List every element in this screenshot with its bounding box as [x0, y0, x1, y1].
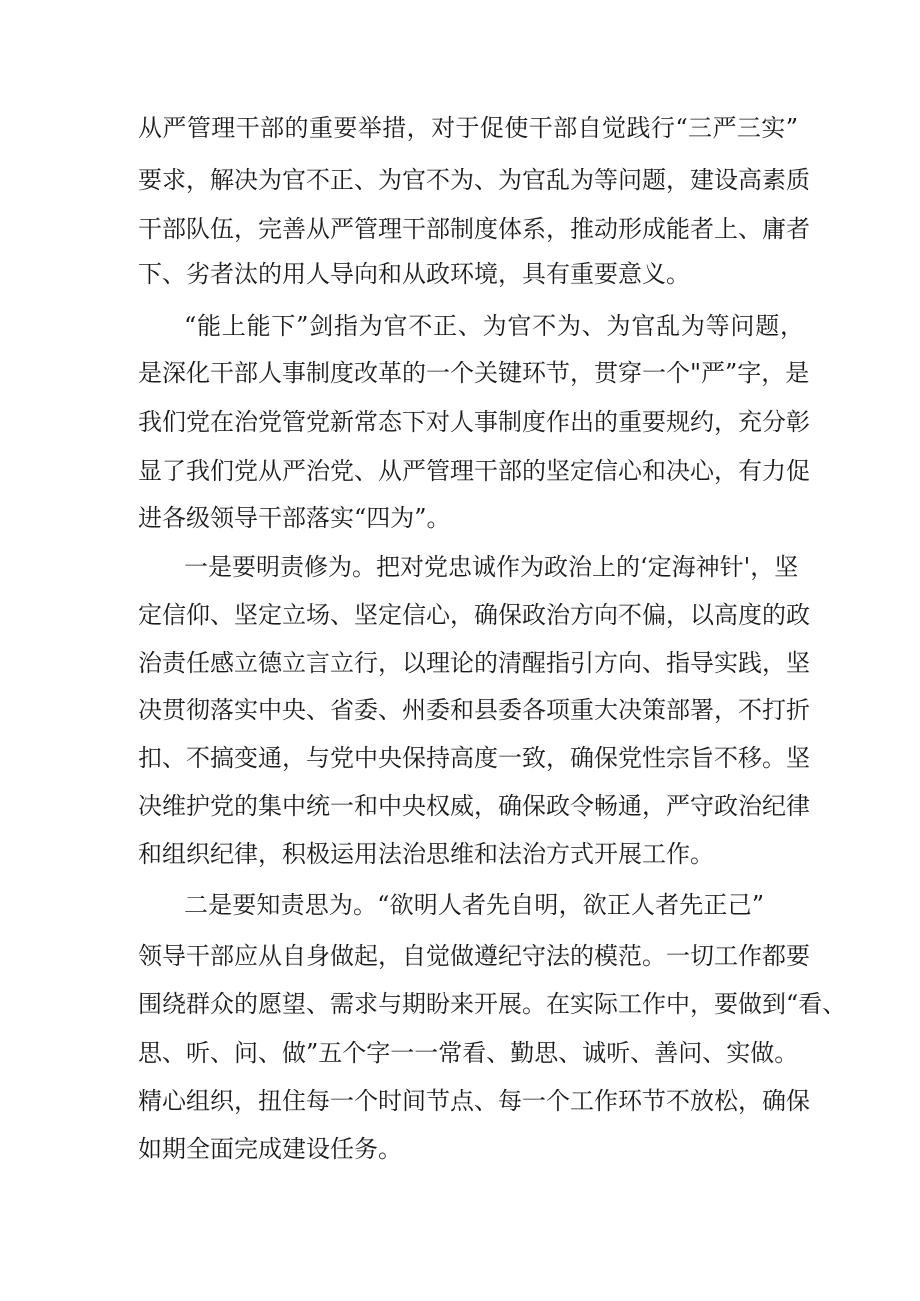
paragraph-line: 干部队伍，完善从严管理干部制度体系，推动形成能者上、庸者 [138, 215, 810, 243]
paragraph-line: 一是要明责修为。把对党忠诚作为政治上的‘定海神针'，坚 [184, 553, 799, 581]
paragraph-line: 是深化干部人事制度改革的一个关键环节，贯穿一个"严”字，是 [138, 359, 810, 387]
paragraph-line: 决贯彻落实中央、省委、州委和县委各项重大决策部署，不打折 [138, 696, 810, 724]
paragraph-line: 显了我们党从严治党、从严管理干部的坚定信心和决心，有力促 [138, 457, 810, 485]
paragraph-line: 扣、不搞变通，与党中央保持高度一致，确保党性宗旨不移。坚 [138, 744, 810, 772]
paragraph-line: 定信仰、坚定立场、坚定信心，确保政治方向不偏，以高度的政 [138, 601, 810, 629]
paragraph-line: 二是要知责思为。“欲明人者先自明，欲正人者先正己” [184, 891, 764, 919]
paragraph-line: 和组织纪律，积极运用法治思维和法治方式开展工作。 [138, 840, 714, 868]
paragraph-line: 精心组织，扭住每一个时间节点、每一个工作环节不放松，确保 [138, 1087, 810, 1115]
paragraph-line: 要求，解决为官不正、为官不为、为官乱为等问题，建设高素质 [138, 166, 810, 194]
paragraph-line: 进各级领导干部落实“四为”。 [138, 504, 451, 532]
paragraph-line: 思、听、问、做”五个字一一常看、勤思、诚听、善问、实做。 [138, 1039, 799, 1067]
paragraph-line: 我们党在治党管党新常态下对人事制度作出的重要规约，充分彰 [138, 408, 810, 436]
paragraph-line: 从严管理干部的重要举措，对于促使干部自觉践行“三严三实” [138, 114, 798, 142]
paragraph-line: 决维护党的集中统一和中央权威，确保政令畅通，严守政治纪律 [138, 792, 810, 820]
paragraph-line: 如期全面完成建设任务。 [138, 1135, 402, 1163]
paragraph-line: 治责任感立德立言立行，以理论的清醒指引方向、指导实践，坚 [138, 649, 810, 677]
paragraph-line: 围绕群众的愿望、需求与期盼来开展。在实际工作中，要做到“看、 [138, 990, 847, 1018]
paragraph-line: 下、劣者汰的用人导向和从政环境，具有重要意义。 [138, 260, 690, 288]
paragraph-line: 领导干部应从自身做起，自觉做遵纪守法的模范。一切工作都要 [138, 942, 810, 970]
paragraph-line: “能上能下”剑指为官不正、为官不为、为官乱为等问题， [184, 312, 804, 340]
